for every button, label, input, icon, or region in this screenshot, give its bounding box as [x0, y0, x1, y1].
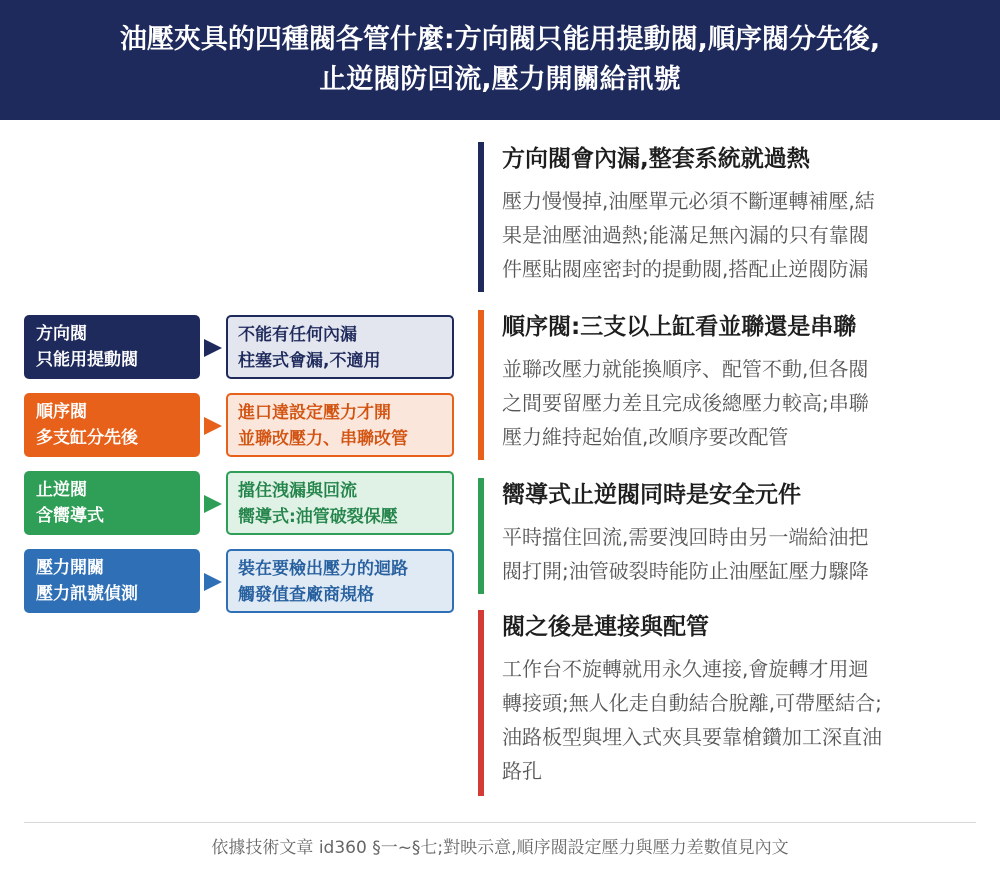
valve-role: 只能用提動閥: [36, 350, 138, 370]
valve-name: 壓力開關: [36, 558, 104, 578]
section-body-line: 壓力慢慢掉,油壓單元必須不斷運轉補壓,結: [502, 189, 875, 213]
section-body-line: 果是油壓油過熱;能滿足無內漏的只有靠閥: [502, 223, 869, 247]
valve-label-box: [24, 315, 200, 379]
valve-desc-line-2: 觸發值查廠商規格: [238, 585, 374, 605]
section-title: 嚮導式止逆閥同時是安全元件: [502, 482, 801, 508]
valve-desc-box: [226, 393, 454, 457]
section-title: 閥之後是連接與配管: [502, 614, 709, 640]
footer-note: 依據技術文章 id360 §一~§七;對映示意,順序閥設定壓力與壓力差數值見內文: [211, 838, 789, 858]
valve-label-box: [24, 471, 200, 535]
valve-desc-line-2: 並聯改壓力、串聯改管: [238, 429, 408, 449]
section-body-line: 壓力維持起始值,改順序要改配管: [502, 425, 789, 449]
valve-row-pressure-switch: [24, 549, 456, 613]
section-accent-bar: [478, 310, 484, 460]
valve-label-box: [24, 549, 200, 613]
section-body: [502, 652, 972, 788]
section-body-line: 之間要留壓力差且完成後總壓力較高;串聯: [502, 391, 869, 415]
valve-desc-box: [226, 471, 454, 535]
valve-name: 方向閥: [36, 324, 87, 344]
valve-desc-line-1: 裝在要檢出壓力的迴路: [238, 559, 408, 579]
title-line-1: 油壓夾具的四種閥各管什麼:方向閥只能用提動閥,順序閥分先後,: [119, 24, 881, 55]
arrow-right-icon: [204, 417, 222, 435]
title-line-2: 止逆閥防回流,壓力開關給訊號: [319, 64, 681, 95]
section-body-line: 件壓貼閥座密封的提動閥,搭配止逆閥防漏: [502, 257, 869, 281]
title-banner: [0, 0, 1000, 120]
section-direction-valve: [478, 142, 978, 292]
section-body: [502, 352, 972, 454]
section-connection-piping: [478, 610, 978, 796]
valve-name: 止逆閥: [36, 480, 87, 500]
valve-desc-line-2: 柱塞式會漏,不適用: [238, 351, 381, 371]
valve-desc-box: [226, 315, 454, 379]
section-body-line: 平時擋住回流,需要洩回時由另一端給油把: [502, 525, 869, 549]
valve-desc-line-1: 進口達設定壓力才開: [238, 403, 391, 423]
valve-desc-line-1: 不能有任何內漏: [238, 325, 357, 345]
section-body-line: 路孔: [502, 759, 542, 783]
arrow-right-icon: [204, 495, 222, 513]
valve-desc-box: [226, 549, 454, 613]
section-accent-bar: [478, 142, 484, 292]
section-body-line: 工作台不旋轉就用永久連接,會旋轉才用迴: [502, 657, 869, 681]
section-accent-bar: [478, 610, 484, 796]
section-check-valve: [478, 478, 978, 594]
valve-row-check: [24, 471, 456, 535]
section-body: [502, 520, 972, 588]
valve-role: 含嚮導式: [36, 506, 104, 526]
section-sequence-valve: [478, 310, 978, 460]
valve-name: 順序閥: [36, 402, 87, 422]
arrow-right-icon: [204, 573, 222, 591]
valve-role: 多支缸分先後: [36, 428, 138, 448]
valve-desc-line-1: 擋住洩漏與回流: [238, 481, 357, 501]
section-accent-bar: [478, 478, 484, 594]
section-title: 方向閥會內漏,整套系統就過熱: [502, 146, 810, 172]
valve-label-box: [24, 393, 200, 457]
valve-desc-line-2: 嚮導式:油管破裂保壓: [238, 507, 398, 527]
valve-row-sequence: [24, 393, 456, 457]
section-title: 順序閥:三支以上缸看並聯還是串聯: [502, 314, 857, 340]
section-body-line: 閥打開;油管破裂時能防止油壓缸壓力驟降: [502, 559, 869, 583]
valve-row-direction: [24, 315, 456, 379]
valve-role: 壓力訊號偵測: [36, 584, 138, 604]
section-body: [502, 184, 972, 286]
section-body-line: 轉接頭;無人化走自動結合脫離,可帶壓結合;: [502, 691, 882, 715]
arrow-right-icon: [204, 339, 222, 357]
footer-divider: [24, 822, 976, 823]
section-body-line: 並聯改壓力就能換順序、配管不動,但各閥: [502, 357, 869, 381]
section-body-line: 油路板型與埋入式夾具要靠槍鑽加工深直油: [502, 725, 882, 749]
